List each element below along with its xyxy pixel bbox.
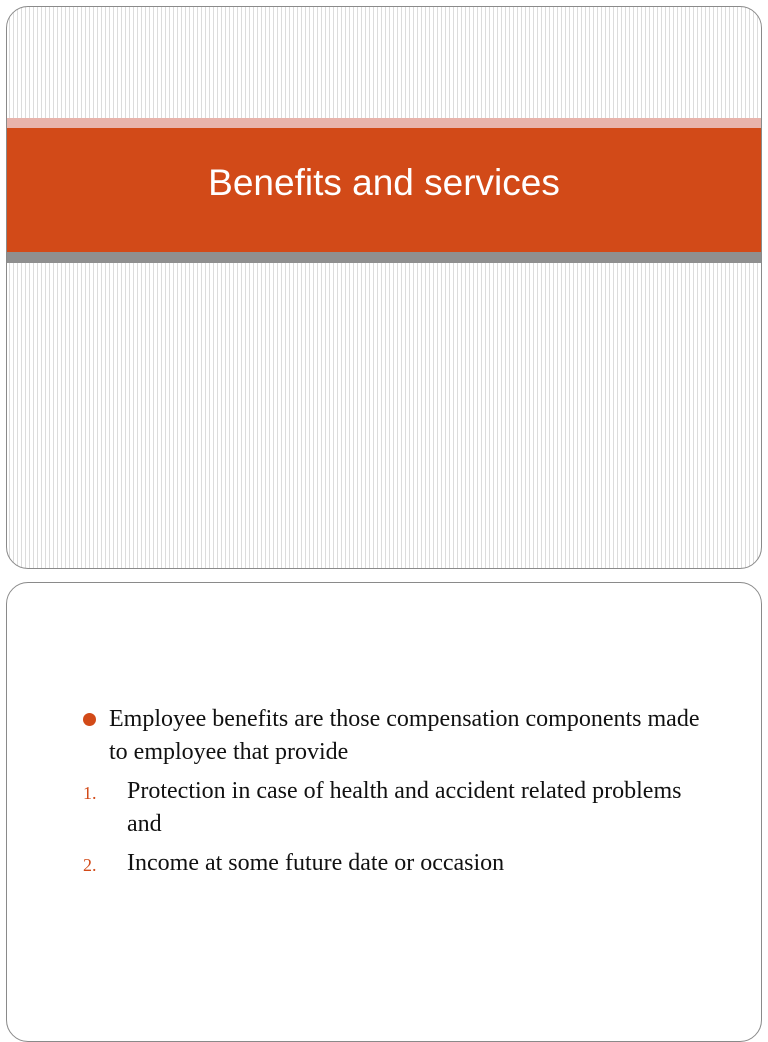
list-item-numbered-2 bbox=[81, 847, 721, 880]
list-number: 2. bbox=[83, 855, 97, 875]
title-bar bbox=[7, 128, 761, 252]
list-number: 1. bbox=[83, 783, 97, 803]
content-slide bbox=[6, 582, 762, 1042]
bullet-dot-icon bbox=[83, 713, 96, 726]
title-top-band bbox=[7, 118, 761, 128]
list-item-text: Protection in case of health and accident related problems and bbox=[127, 778, 682, 837]
slide-title: Benefits and services bbox=[208, 162, 560, 203]
content-list bbox=[81, 703, 721, 886]
title-slide bbox=[6, 6, 762, 569]
list-item-text: Income at some future date or occasion bbox=[127, 850, 505, 876]
list-item-numbered-1 bbox=[81, 775, 721, 841]
list-item-bullet bbox=[81, 703, 721, 769]
title-bottom-band bbox=[7, 252, 761, 263]
bullet-text: Employee benefits are those compensation components made to employee that provide bbox=[109, 706, 700, 765]
